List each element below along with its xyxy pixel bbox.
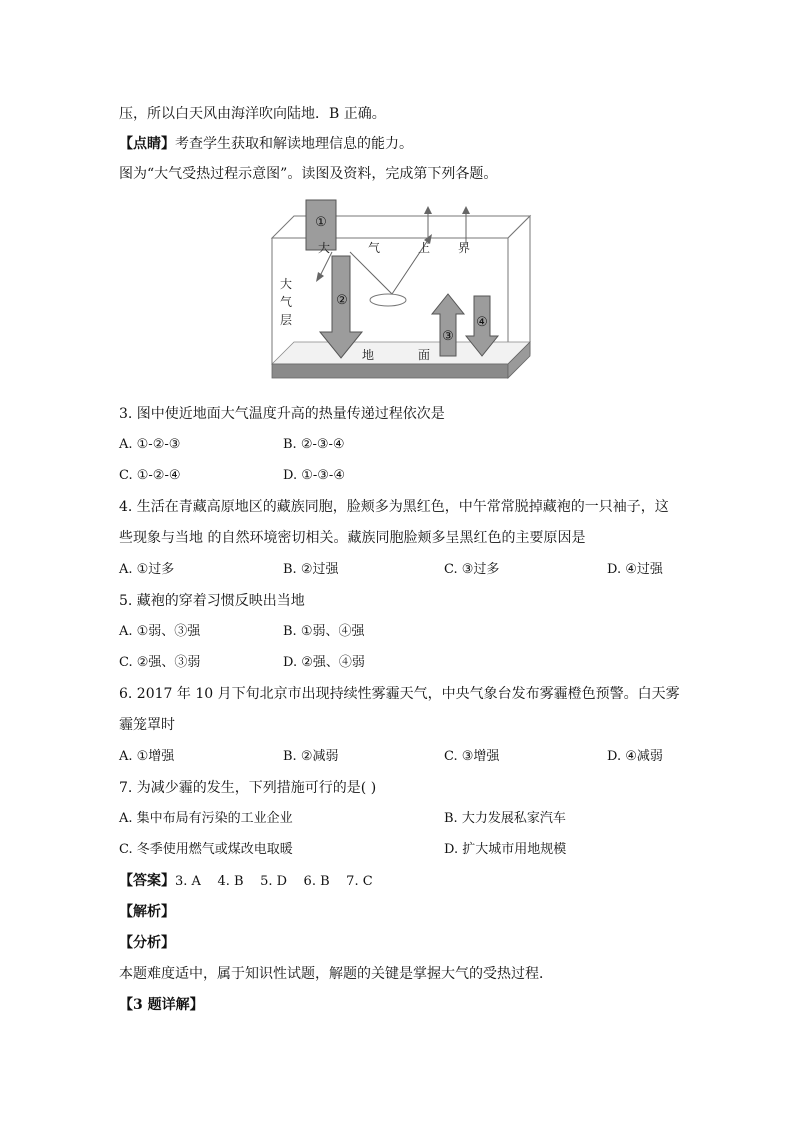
q4-stem-line2: 些现象与当地 的自然环境密切相关。藏族同胞脸颊多呈黑红色的主要原因是 — [119, 530, 586, 546]
marker-1-label: ① — [315, 215, 327, 230]
q6-option-b: B. ②减弱 — [283, 749, 339, 764]
layer-char-1: 大 — [280, 277, 293, 291]
q4-option-c: C. ③过多 — [444, 562, 500, 577]
q6-option-c: C. ③增强 — [444, 749, 500, 764]
answer-line — [119, 871, 373, 892]
sky-char-3: 上 — [418, 241, 431, 255]
q6-option-a: A. ①增强 — [119, 749, 175, 764]
sky-char-4: 界 — [458, 241, 471, 255]
ground-char-1: 地 — [362, 348, 375, 362]
intro-line: 压，所以白天风由海洋吹向陆地．B 正确。 — [119, 106, 386, 122]
dianjing-text: 考查学生获取和解读地理信息的能力。 — [175, 136, 413, 152]
sky-char-2: 气 — [368, 241, 381, 255]
q6-option-d: D. ④减弱 — [607, 749, 663, 764]
marker-3-label: ③ — [442, 329, 454, 344]
q3-stem: 3. 图中使近地面大气温度升高的热量传递过程依次是 — [119, 406, 445, 422]
q4-option-a: A. ①过多 — [119, 562, 175, 577]
layer-char-2: 气 — [280, 295, 293, 309]
q7-option-d: D. 扩大城市用地规模 — [444, 842, 567, 857]
marker-2-label: ② — [336, 293, 348, 308]
q5-option-a: A. ①弱、③强 — [119, 624, 201, 639]
detail-tag: 【3 题详解】 — [119, 997, 204, 1013]
thin-arrow-up-1-head — [424, 206, 432, 214]
cloud — [370, 294, 406, 306]
q6-stem-line2: 霾笼罩时 — [119, 717, 175, 733]
q5-option-c: C. ②强、③弱 — [119, 655, 201, 670]
layer-char-3: 层 — [280, 313, 293, 327]
q7-stem: 7. 为减少霾的发生，下列措施可行的是( ) — [119, 780, 377, 796]
fenxi-tag: 【分析】 — [119, 935, 175, 951]
q6-stem-line1: 6. 2017 年 10 月下旬北京市出现持续性雾霾天气，中央气象台发布雾霾橙色预警。白天雾 — [119, 686, 680, 702]
fenxi-text: 本题难度适中，属于知识性试题，解题的关键是掌握大气的受热过程． — [119, 966, 553, 982]
q4-option-b: B. ②过强 — [283, 562, 339, 577]
q7-option-c: C. 冬季使用燃气或煤改电取暖 — [119, 842, 293, 857]
atmosphere-heating-diagram — [258, 196, 536, 392]
q4-stem-line1: 4. 生活在青藏高原地区的藏族同胞，脸颊多为黑红色，中午常常脱掉藏袍的一只袖子，这 — [119, 499, 669, 515]
sky-char-1: 大 — [318, 241, 331, 255]
q3-option-d: D. ①-③-④ — [283, 468, 345, 483]
dianjing-line — [119, 134, 413, 154]
marker-4-label: ④ — [476, 315, 488, 330]
q3-option-c: C. ①-②-④ — [119, 468, 181, 483]
q3-option-b: B. ②-③-④ — [283, 437, 345, 452]
jiexi-tag: 【解析】 — [119, 904, 175, 920]
q5-option-d: D. ②强、④弱 — [283, 655, 365, 670]
q7-option-a: A. 集中布局有污染的工业企业 — [119, 811, 293, 826]
q7-option-b: B. 大力发展私家汽车 — [444, 811, 566, 826]
thin-arrow-up-2-head — [462, 206, 470, 214]
ground-top — [272, 342, 530, 364]
answer-tag: 【答案】 — [119, 873, 175, 889]
q5-stem: 5. 藏袍的穿着习惯反映出当地 — [119, 593, 305, 609]
q3-option-a: A. ①-②-③ — [119, 437, 181, 452]
q5-option-b: B. ①弱、④强 — [283, 624, 365, 639]
ground-strip — [272, 364, 508, 378]
dianjing-tag: 【点睛】 — [119, 136, 175, 152]
ground-char-2: 面 — [418, 348, 431, 362]
answer-text: 3. A 4. B 5. D 6. B 7. C — [175, 874, 373, 889]
figure-intro: 图为“大气受热过程示意图”。读图及资料，完成第下列各题。 — [119, 166, 498, 182]
q4-option-d: D. ④过强 — [607, 562, 663, 577]
